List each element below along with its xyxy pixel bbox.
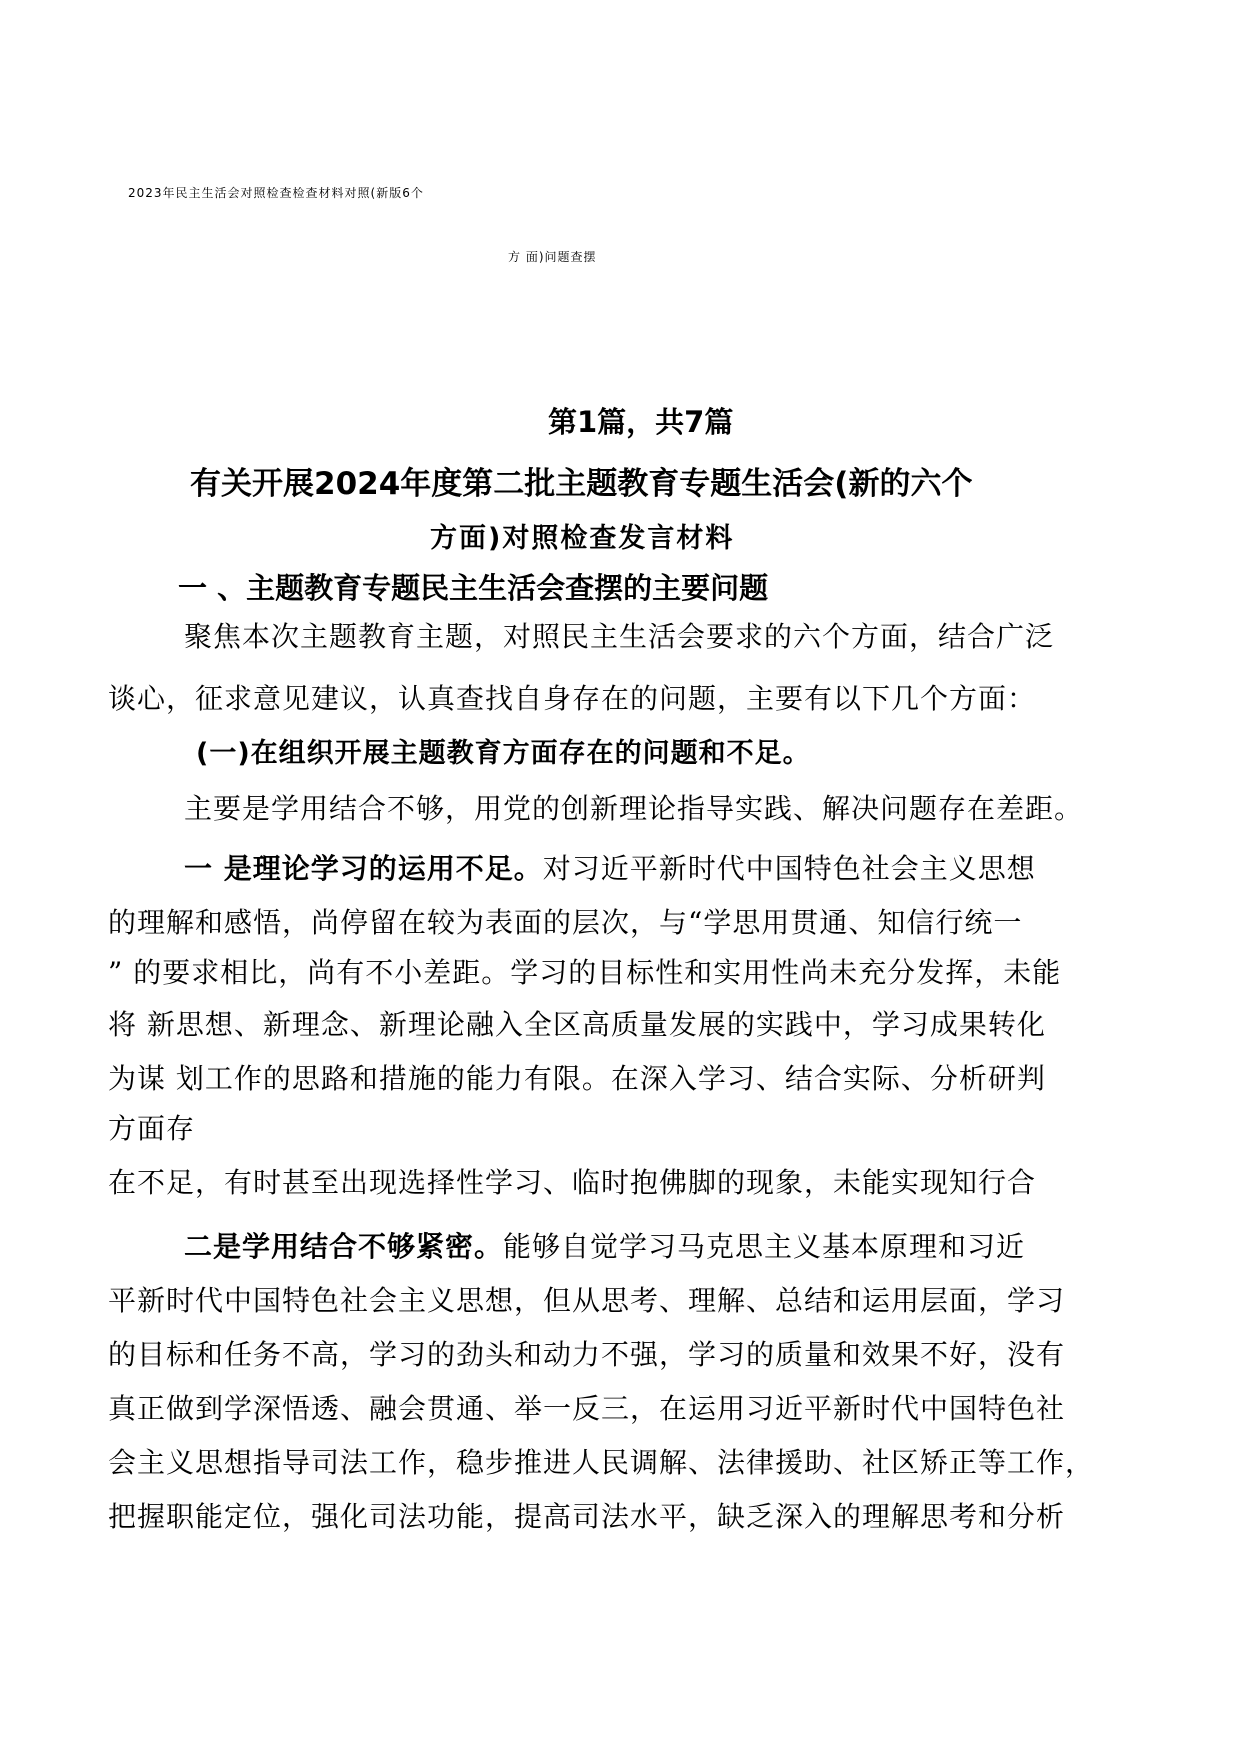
point-1-line-2: 的理解和感悟，尚停留在较为表面的层次，与“学思用贯通、知信行统一 bbox=[108, 906, 1023, 939]
point-1-lead: 一 是理论学习的运用不足。 bbox=[184, 852, 543, 885]
point-1-line-6: 方面存 bbox=[108, 1112, 196, 1145]
subsection-1-intro: 主要是学用结合不够，用党的创新理论指导实践、解决问题存在差距。 bbox=[184, 792, 1084, 825]
part-label: 第1篇，共7篇 bbox=[548, 405, 734, 439]
point-1-line-1 bbox=[184, 852, 1036, 886]
point-2-line-2: 平新时代中国特色社会主义思想，但从思考、理解、总结和运用层面，学习 bbox=[108, 1284, 1066, 1317]
intro-line-1: 聚焦本次主题教育主题，对照民主生活会要求的六个方面，结合广泛 bbox=[184, 620, 1055, 653]
point-2-line-5: 会主义思想指导司法工作，稳步推进人民调解、法律援助、社区矫正等工作， bbox=[108, 1446, 1095, 1479]
point-1-line-3: ” 的要求相比，尚有不小差距。学习的目标性和实用性尚未充分发挥，未能 bbox=[108, 956, 1062, 989]
point-2-line-1 bbox=[184, 1230, 1025, 1264]
point-1-line-4: 将 新思想、新理念、新理论融入全区高质量发展的实践中，学习成果转化 bbox=[108, 1008, 1046, 1041]
subtitle-line-2: 方面)对照检查发言材料 bbox=[430, 523, 735, 554]
point-2-line-4: 真正做到学深悟透、融会贯通、举一反三，在运用习近平新时代中国特色社 bbox=[108, 1392, 1066, 1425]
document-title-line-1: 2023年民主生活会对照检查检查材料对照(新版6个 bbox=[128, 186, 424, 200]
point-2-lead: 二是学用结合不够紧密。 bbox=[184, 1230, 504, 1263]
document-title-line-2: 方 面)问题查摆 bbox=[508, 250, 597, 264]
point-1-line-5: 为谋 划工作的思路和措施的能力有限。在深入学习、结合实际、分析研判 bbox=[108, 1062, 1046, 1095]
point-2-line-3: 的目标和任务不高，学习的劲头和动力不强，学习的质量和效果不好，没有 bbox=[108, 1338, 1066, 1371]
intro-line-2: 谈心，征求意见建议，认真查找自身存在的问题，主要有以下几个方面： bbox=[108, 682, 1037, 715]
point-1-line-7: 在不足，有时甚至出现选择性学习、临时抱佛脚的现象，未能实现知行合 bbox=[108, 1166, 1037, 1199]
point-2-line-6: 把握职能定位，强化司法功能，提高司法水平，缺乏深入的理解思考和分析 bbox=[108, 1500, 1066, 1533]
section-heading-1: 一 、主题教育专题民主生活会查摆的主要问题 bbox=[178, 571, 769, 605]
point-1-line-1-text: 对习近平新时代中国特色社会主义思想 bbox=[542, 852, 1036, 885]
point-2-line-1-text: 能够自觉学习马克思主义基本原理和习近 bbox=[503, 1230, 1026, 1263]
subsection-heading-1: (一)在组织开展主题教育方面存在的问题和不足。 bbox=[196, 738, 811, 769]
subtitle-line-1: 有关开展2024年度第二批主题教育专题生活会(新的六个 bbox=[190, 466, 973, 502]
